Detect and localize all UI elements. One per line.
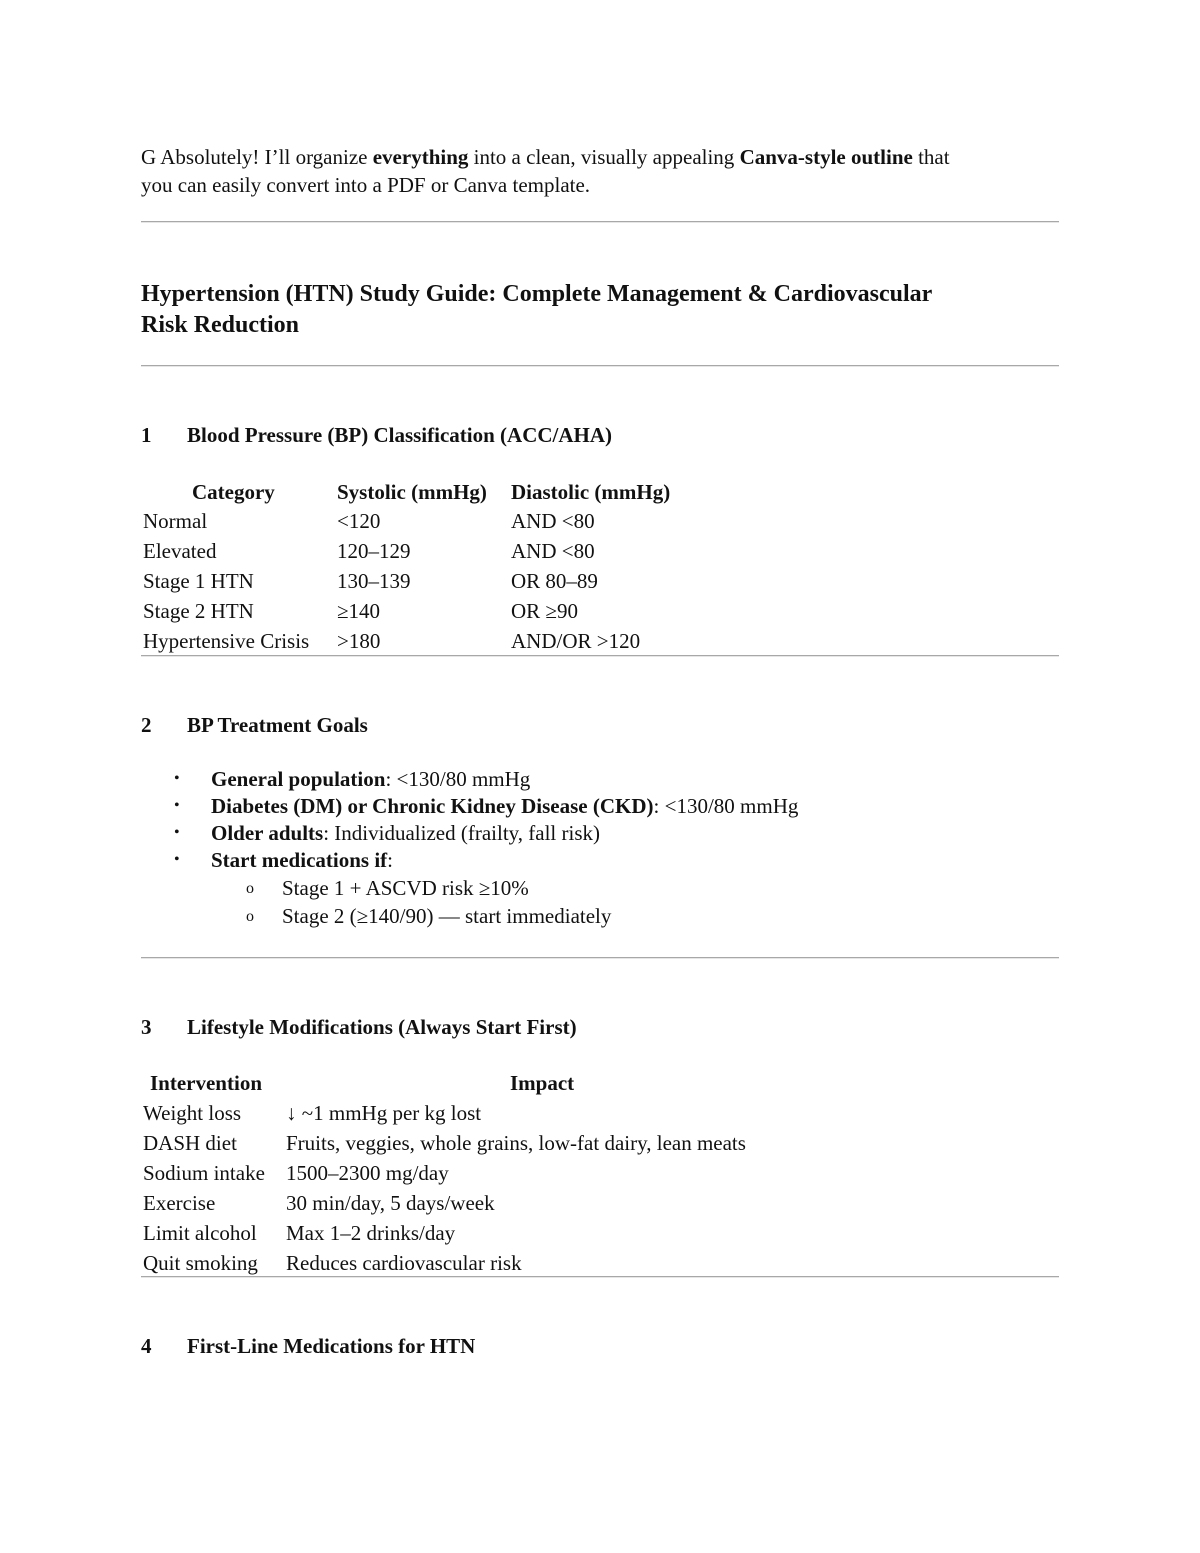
table-cell: AND <80	[511, 509, 595, 533]
intro-line-2: you can easily convert into a PDF or Canva template.	[141, 173, 591, 197]
table-cell: Quit smoking	[143, 1251, 258, 1275]
divider	[141, 221, 1059, 223]
list-item-label: Older adults	[211, 821, 324, 845]
intro-bold-everything: everything	[372, 145, 469, 169]
list-item-value: : <130/80 mmHg	[653, 794, 799, 818]
bullet-icon: •	[174, 824, 180, 841]
intro-bold-canva: Canva-style outline	[739, 145, 913, 169]
table-cell: Sodium intake	[143, 1161, 265, 1185]
divider	[141, 655, 1059, 657]
table-header-diastolic: Diastolic (mmHg)	[511, 480, 671, 504]
list-item-label: General population	[211, 767, 386, 791]
list-item-value: : <130/80 mmHg	[385, 767, 531, 791]
table-cell: OR ≥90	[511, 599, 578, 623]
list-item-text	[211, 767, 530, 792]
table-header-systolic: Systolic (mmHg)	[337, 480, 487, 504]
divider	[141, 1276, 1059, 1278]
table-cell: >180	[337, 629, 381, 653]
table-cell: Weight loss	[143, 1101, 242, 1125]
table-header-intervention: Intervention	[150, 1071, 262, 1095]
table-cell: Stage 2 HTN	[143, 599, 254, 623]
table-cell: Max 1–2 drinks/day	[286, 1221, 456, 1245]
table-cell: Stage 1 HTN	[143, 569, 254, 593]
section-3-number: 3	[141, 1015, 152, 1039]
table-cell: Hypertensive Crisis	[143, 629, 310, 653]
table-header-category: Category	[192, 480, 275, 504]
section-4-number: 4	[141, 1334, 152, 1358]
table-cell: Limit alcohol	[143, 1221, 257, 1245]
table-cell: Fruits, veggies, whole grains, low-fat dairy, lean meats	[286, 1131, 746, 1155]
bullet-icon: •	[174, 851, 180, 868]
table-cell: OR 80–89	[511, 569, 598, 593]
table-cell: ≥140	[337, 599, 381, 623]
section-2-number: 2	[141, 713, 152, 737]
table-cell: Reduces cardiovascular risk	[286, 1251, 522, 1275]
page-title	[141, 279, 1041, 341]
table-cell: Elevated	[143, 539, 217, 563]
table-cell: 1500–2300 mg/day	[286, 1161, 449, 1185]
list-item-text	[211, 821, 600, 846]
list-item-value: : Individualized (frailty, fall risk)	[323, 821, 601, 845]
list-item-label: Diabetes (DM) or Chronic Kidney Disease (CKD)	[211, 794, 654, 818]
intro-lead: G Absolutely! I’ll organize	[141, 145, 373, 169]
intro-paragraph	[141, 143, 1061, 199]
table-cell: Normal	[143, 509, 208, 533]
table-cell: AND <80	[511, 539, 595, 563]
section-1-number: 1	[141, 423, 152, 447]
bullet-icon: •	[174, 797, 180, 814]
table-cell: Exercise	[143, 1191, 216, 1215]
divider	[141, 365, 1059, 367]
list-item-text	[211, 794, 798, 819]
sub-bullet-icon: o	[246, 880, 254, 897]
intro-tail: that	[912, 145, 950, 169]
sub-list-item-text: Stage 2 (≥140/90) — start immediately	[282, 904, 612, 928]
list-item-value: :	[387, 848, 393, 872]
table-cell: 130–139	[337, 569, 411, 593]
list-item-label: Start medications if	[211, 848, 388, 872]
section-3-title: Lifestyle Modifications (Always Start First)	[187, 1015, 577, 1039]
table-cell: <120	[337, 509, 381, 533]
table-cell: 120–129	[337, 539, 411, 563]
table-cell: DASH diet	[143, 1131, 237, 1155]
table-cell: 30 min/day, 5 days/week	[286, 1191, 495, 1215]
list-item-text	[211, 848, 393, 873]
section-4-title: First-Line Medications for HTN	[187, 1334, 476, 1358]
bullet-icon: •	[174, 770, 180, 787]
title-line-1: Hypertension (HTN) Study Guide: Complete Management & Cardiovascular	[141, 281, 933, 307]
section-1-title: Blood Pressure (BP) Classification (ACC/AHA)	[187, 423, 613, 447]
section-2-title: BP Treatment Goals	[187, 713, 368, 737]
sub-list-item-text: Stage 1 + ASCVD risk ≥10%	[282, 876, 529, 900]
table-cell: AND/OR >120	[511, 629, 641, 653]
table-header-impact: Impact	[510, 1071, 575, 1095]
divider	[141, 957, 1059, 959]
intro-mid: into a clean, visually appealing	[468, 145, 740, 169]
table-cell: ↓ ~1 mmHg per kg lost	[286, 1101, 482, 1125]
title-line-2: Risk Reduction	[141, 312, 300, 338]
sub-bullet-icon: o	[246, 908, 254, 925]
